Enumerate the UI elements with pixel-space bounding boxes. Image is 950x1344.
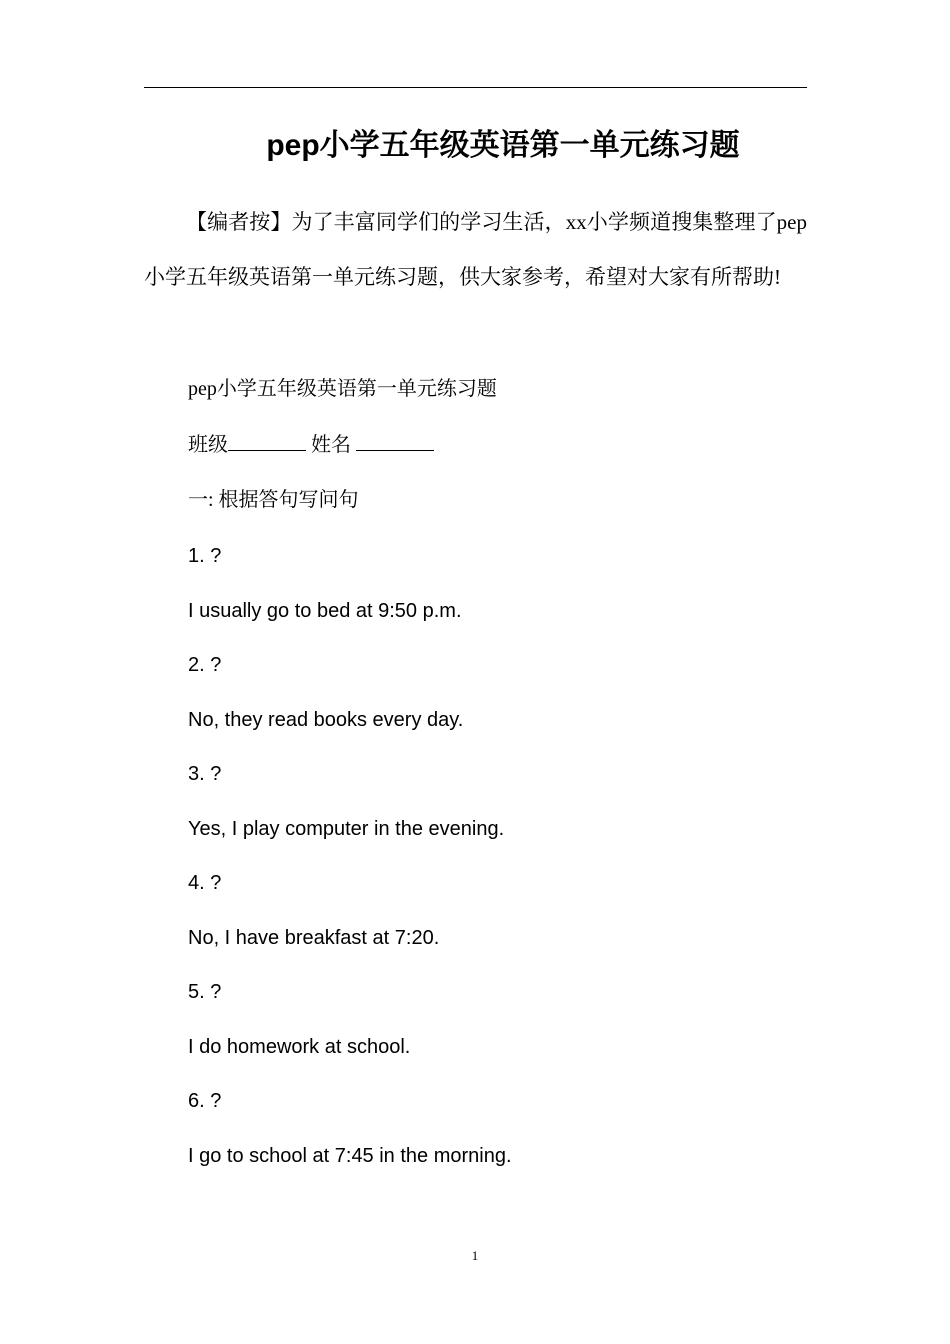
worksheet-subtitle: pep小学五年级英语第一单元练习题 xyxy=(188,378,497,400)
header-rule xyxy=(144,87,807,88)
class-blank xyxy=(228,432,306,451)
answer-sentence: I usually go to bed at 9:50 p.m. xyxy=(188,600,462,622)
section-heading: 一: 根据答句写问句 xyxy=(188,489,359,511)
answer-sentence: No, they read books every day. xyxy=(188,709,464,731)
question-number: 6. ? xyxy=(188,1090,222,1112)
class-name-fields xyxy=(188,430,434,460)
document-title: pep小学五年级英语第一单元练习题 xyxy=(266,129,740,162)
question-number: 4. ? xyxy=(188,872,222,894)
answer-sentence: Yes, I play computer in the evening. xyxy=(188,818,505,840)
question-number: 2. ? xyxy=(188,654,222,676)
question-number: 1. ? xyxy=(188,545,222,567)
answer-sentence: I do homework at school. xyxy=(188,1036,411,1058)
name-label: 姓名 xyxy=(311,434,351,456)
class-label: 班级 xyxy=(188,434,228,456)
name-blank xyxy=(356,432,434,451)
question-number: 3. ? xyxy=(188,763,222,785)
editor-note-paragraph: 【编者按】为了丰富同学们的学习生活，xx小学频道搜集整理了pep小学五年级英语第一单元练习题，供大家参考，希望对大家有所帮助! xyxy=(144,210,807,289)
answer-sentence: No, I have breakfast at 7:20. xyxy=(188,927,440,949)
answer-sentence: I go to school at 7:45 in the morning. xyxy=(188,1145,512,1167)
question-number: 5. ? xyxy=(188,981,222,1003)
page-number: 1 xyxy=(471,1248,479,1263)
